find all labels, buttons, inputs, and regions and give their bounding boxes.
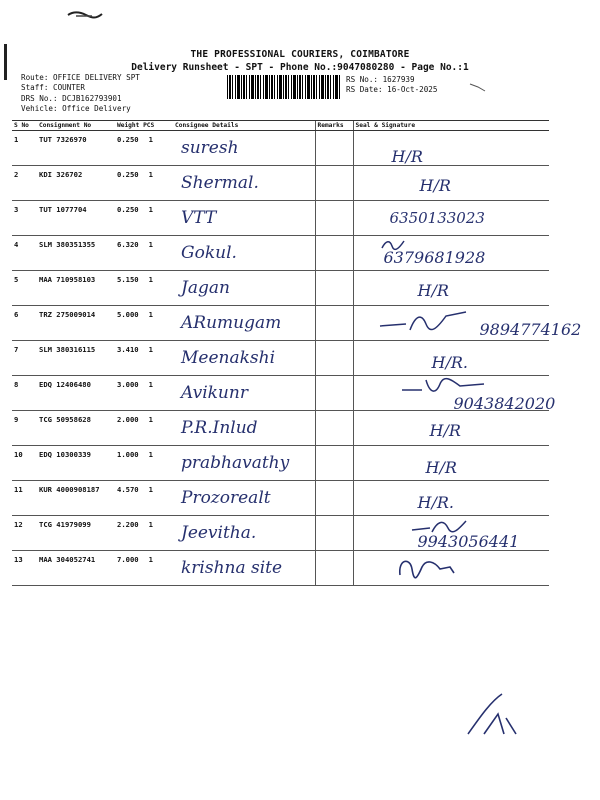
sno-cell: 12 [12, 516, 37, 551]
remarks-cell [315, 131, 353, 166]
consignee-cell [173, 306, 315, 341]
consignee-cell [173, 341, 315, 376]
col-remarks: Remarks [315, 121, 353, 131]
company-title: THE PROFESSIONAL COURIERS, COIMBATORE [190, 49, 410, 60]
sno-cell: 7 [12, 341, 37, 376]
weight-pcs-cell [115, 516, 173, 551]
signature-handwriting: H/R [429, 421, 461, 440]
pcs-value: 1 [148, 415, 153, 424]
signature-handwriting: H/R. [417, 493, 454, 512]
seal-cell [353, 201, 549, 236]
drs-number: DRS No.: DCJB162793901 [21, 93, 122, 103]
consignment-cell: SLM 380351355 [37, 236, 115, 271]
vehicle-text: Vehicle: Office Delivery [21, 104, 131, 114]
table-row [12, 131, 549, 166]
consignee-cell [173, 236, 315, 271]
table-row [12, 271, 549, 306]
weight-pcs-cell [115, 551, 173, 586]
seal-cell [353, 446, 549, 481]
consignment-cell: MAA 710958103 [37, 271, 115, 306]
rs-date: RS Date: 16-Oct-2025 [346, 85, 438, 95]
consignment-cell: SLM 380316115 [37, 341, 115, 376]
weight-value: 3.000 [117, 380, 139, 389]
remarks-cell [315, 411, 353, 446]
table-row [12, 236, 549, 271]
weight-pcs-cell [115, 306, 173, 341]
consignee-handwriting: P.R.Inlud [181, 418, 258, 438]
rs-number: RS No.: 1627939 [346, 75, 415, 84]
table-row [12, 481, 549, 516]
seal-cell [353, 166, 549, 201]
remarks-cell [315, 551, 353, 586]
consignee-cell [173, 551, 315, 586]
col-consignee: Consignee Details [173, 121, 315, 131]
consignment-cell: EDQ 12406480 [37, 376, 115, 411]
table-header-row [12, 121, 549, 131]
consignment-cell: KUR 4000908187 [37, 481, 115, 516]
signature-phone: 9943056441 [417, 532, 520, 551]
consignee-cell [173, 131, 315, 166]
pcs-value: 1 [148, 135, 153, 144]
weight-value: 4.570 [117, 485, 139, 494]
table-row [12, 306, 549, 341]
consignee-handwriting: suresh [181, 138, 239, 158]
signature-phone: 9043842020 [453, 394, 556, 413]
weight-pcs-cell [115, 166, 173, 201]
remarks-cell [315, 376, 353, 411]
seal-cell [353, 411, 549, 446]
consignee-handwriting: Gokul. [181, 243, 237, 263]
signature-scribble [376, 310, 476, 334]
seal-cell [353, 271, 549, 306]
signature-handwriting: H/R [417, 281, 449, 300]
weight-pcs-cell [115, 131, 173, 166]
pcs-value: 1 [148, 310, 153, 319]
table-row [12, 166, 549, 201]
signature-phone: 9894774162 [479, 320, 582, 339]
sno-cell: 10 [12, 446, 37, 481]
weight-pcs-cell [115, 446, 173, 481]
weight-value: 5.150 [117, 275, 139, 284]
signature-handwriting: H/R [419, 176, 451, 195]
remarks-cell [315, 271, 353, 306]
consignment-cell: KDI 326702 [37, 166, 115, 201]
pcs-value: 1 [148, 450, 153, 459]
table-row [12, 341, 549, 376]
consignee-cell [173, 411, 315, 446]
weight-pcs-cell [115, 201, 173, 236]
seal-cell [353, 236, 549, 271]
signature-handwriting: 6350133023 [389, 209, 485, 227]
weight-value: 0.250 [117, 135, 139, 144]
weight-pcs-cell [115, 341, 173, 376]
table-row [12, 201, 549, 236]
sno-cell: 9 [12, 411, 37, 446]
signature-handwriting: H/R [391, 147, 423, 166]
runsheet-subtitle: Delivery Runsheet - SPT - Phone No.:9047080280 - Page No.:1 [131, 62, 469, 73]
seal-cell [353, 551, 549, 586]
pcs-value: 1 [148, 345, 153, 354]
weight-value: 6.320 [117, 240, 139, 249]
meta-right [346, 75, 437, 96]
consignee-handwriting: krishna site [181, 558, 283, 578]
top-pen-mark [66, 8, 106, 22]
consignee-cell [173, 166, 315, 201]
seal-cell [353, 131, 549, 166]
corner-pen-mark [464, 690, 524, 740]
consignee-cell [173, 376, 315, 411]
runsheet-table [12, 120, 582, 586]
sno-cell: 13 [12, 551, 37, 586]
sno-cell: 8 [12, 376, 37, 411]
meta-left [21, 73, 140, 115]
seal-cell [353, 516, 549, 551]
consignee-handwriting: Jagan [181, 278, 230, 298]
remarks-cell [315, 446, 353, 481]
weight-value: 0.250 [117, 205, 139, 214]
weight-pcs-cell [115, 271, 173, 306]
consignee-handwriting: Meenakshi [181, 348, 276, 368]
consignee-cell [173, 271, 315, 306]
consignee-handwriting: Prozorealt [181, 488, 271, 508]
barcode [227, 75, 341, 99]
sno-cell: 3 [12, 201, 37, 236]
weight-value: 7.000 [117, 555, 139, 564]
weight-pcs-cell [115, 376, 173, 411]
route-text: Route: OFFICE DELIVERY SPT [21, 73, 140, 82]
weight-value: 0.250 [117, 170, 139, 179]
table-row [12, 551, 549, 586]
pcs-value: 1 [148, 555, 153, 564]
pcs-value: 1 [148, 275, 153, 284]
signature-handwriting: H/R [425, 458, 457, 477]
weight-value: 2.000 [117, 415, 139, 424]
weight-value: 3.410 [117, 345, 139, 354]
pcs-value: 1 [148, 380, 153, 389]
sno-cell: 2 [12, 166, 37, 201]
sno-cell: 11 [12, 481, 37, 516]
pcs-value: 1 [148, 520, 153, 529]
remarks-cell [315, 236, 353, 271]
seal-cell [353, 341, 549, 376]
consignee-handwriting: Jeevitha. [181, 523, 257, 543]
pcs-value: 1 [148, 170, 153, 179]
consignee-handwriting: VTT [181, 208, 217, 228]
signature-scribble [400, 376, 490, 396]
seal-cell [353, 376, 556, 413]
sno-cell: 6 [12, 306, 37, 341]
consignee-handwriting: prabhavathy [181, 453, 290, 473]
table-row [12, 376, 549, 411]
remarks-cell [315, 306, 353, 341]
remarks-cell [315, 201, 353, 236]
weight-pcs-cell [115, 236, 173, 271]
weight-value: 2.200 [117, 520, 139, 529]
signature-handwriting: H/R. [431, 353, 468, 372]
consignee-handwriting: Shermal. [181, 173, 259, 193]
remarks-cell [315, 481, 353, 516]
consignment-cell: TRZ 275009014 [37, 306, 115, 341]
remarks-cell [315, 516, 353, 551]
signature-scribble [394, 553, 474, 583]
pcs-value: 1 [148, 485, 153, 494]
consignee-cell [173, 201, 315, 236]
table-row [12, 411, 549, 446]
remarks-cell [315, 166, 353, 201]
remarks-cell [315, 341, 353, 376]
consignment-cell: TCG 41979099 [37, 516, 115, 551]
consignee-handwriting: Avikunr [181, 383, 248, 403]
col-sno: S No [12, 121, 37, 131]
consignment-cell: TCG 50958628 [37, 411, 115, 446]
col-weight-pcs: Weight PCS [115, 121, 173, 131]
weight-pcs-cell [115, 411, 173, 446]
consignee-cell [173, 516, 315, 551]
col-consignment: Consignment No [37, 121, 115, 131]
consignment-cell: TUT 1077704 [37, 201, 115, 236]
sno-cell: 1 [12, 131, 37, 166]
consignment-cell: TUT 7326970 [37, 131, 115, 166]
pcs-value: 1 [148, 205, 153, 214]
consignee-cell [173, 446, 315, 481]
pcs-value: 1 [148, 240, 153, 249]
weight-value: 1.000 [117, 450, 139, 459]
sno-cell: 4 [12, 236, 37, 271]
col-seal: Seal & Signature [353, 121, 549, 131]
consignment-cell: MAA 304052741 [37, 551, 115, 586]
staff-text: Staff: COUNTER [21, 83, 86, 93]
signature-phone: 6379681928 [383, 248, 486, 267]
table-row [12, 446, 549, 481]
sno-cell: 5 [12, 271, 37, 306]
seal-cell [353, 481, 549, 516]
consignee-handwriting: ARumugam [181, 313, 282, 333]
consignment-cell: EDQ 10300339 [37, 446, 115, 481]
seal-cell [353, 306, 582, 341]
consignee-cell [173, 481, 315, 516]
table-row [12, 516, 549, 551]
weight-value: 5.000 [117, 310, 139, 319]
pen-tick-icon [469, 81, 487, 93]
weight-pcs-cell [115, 481, 173, 516]
